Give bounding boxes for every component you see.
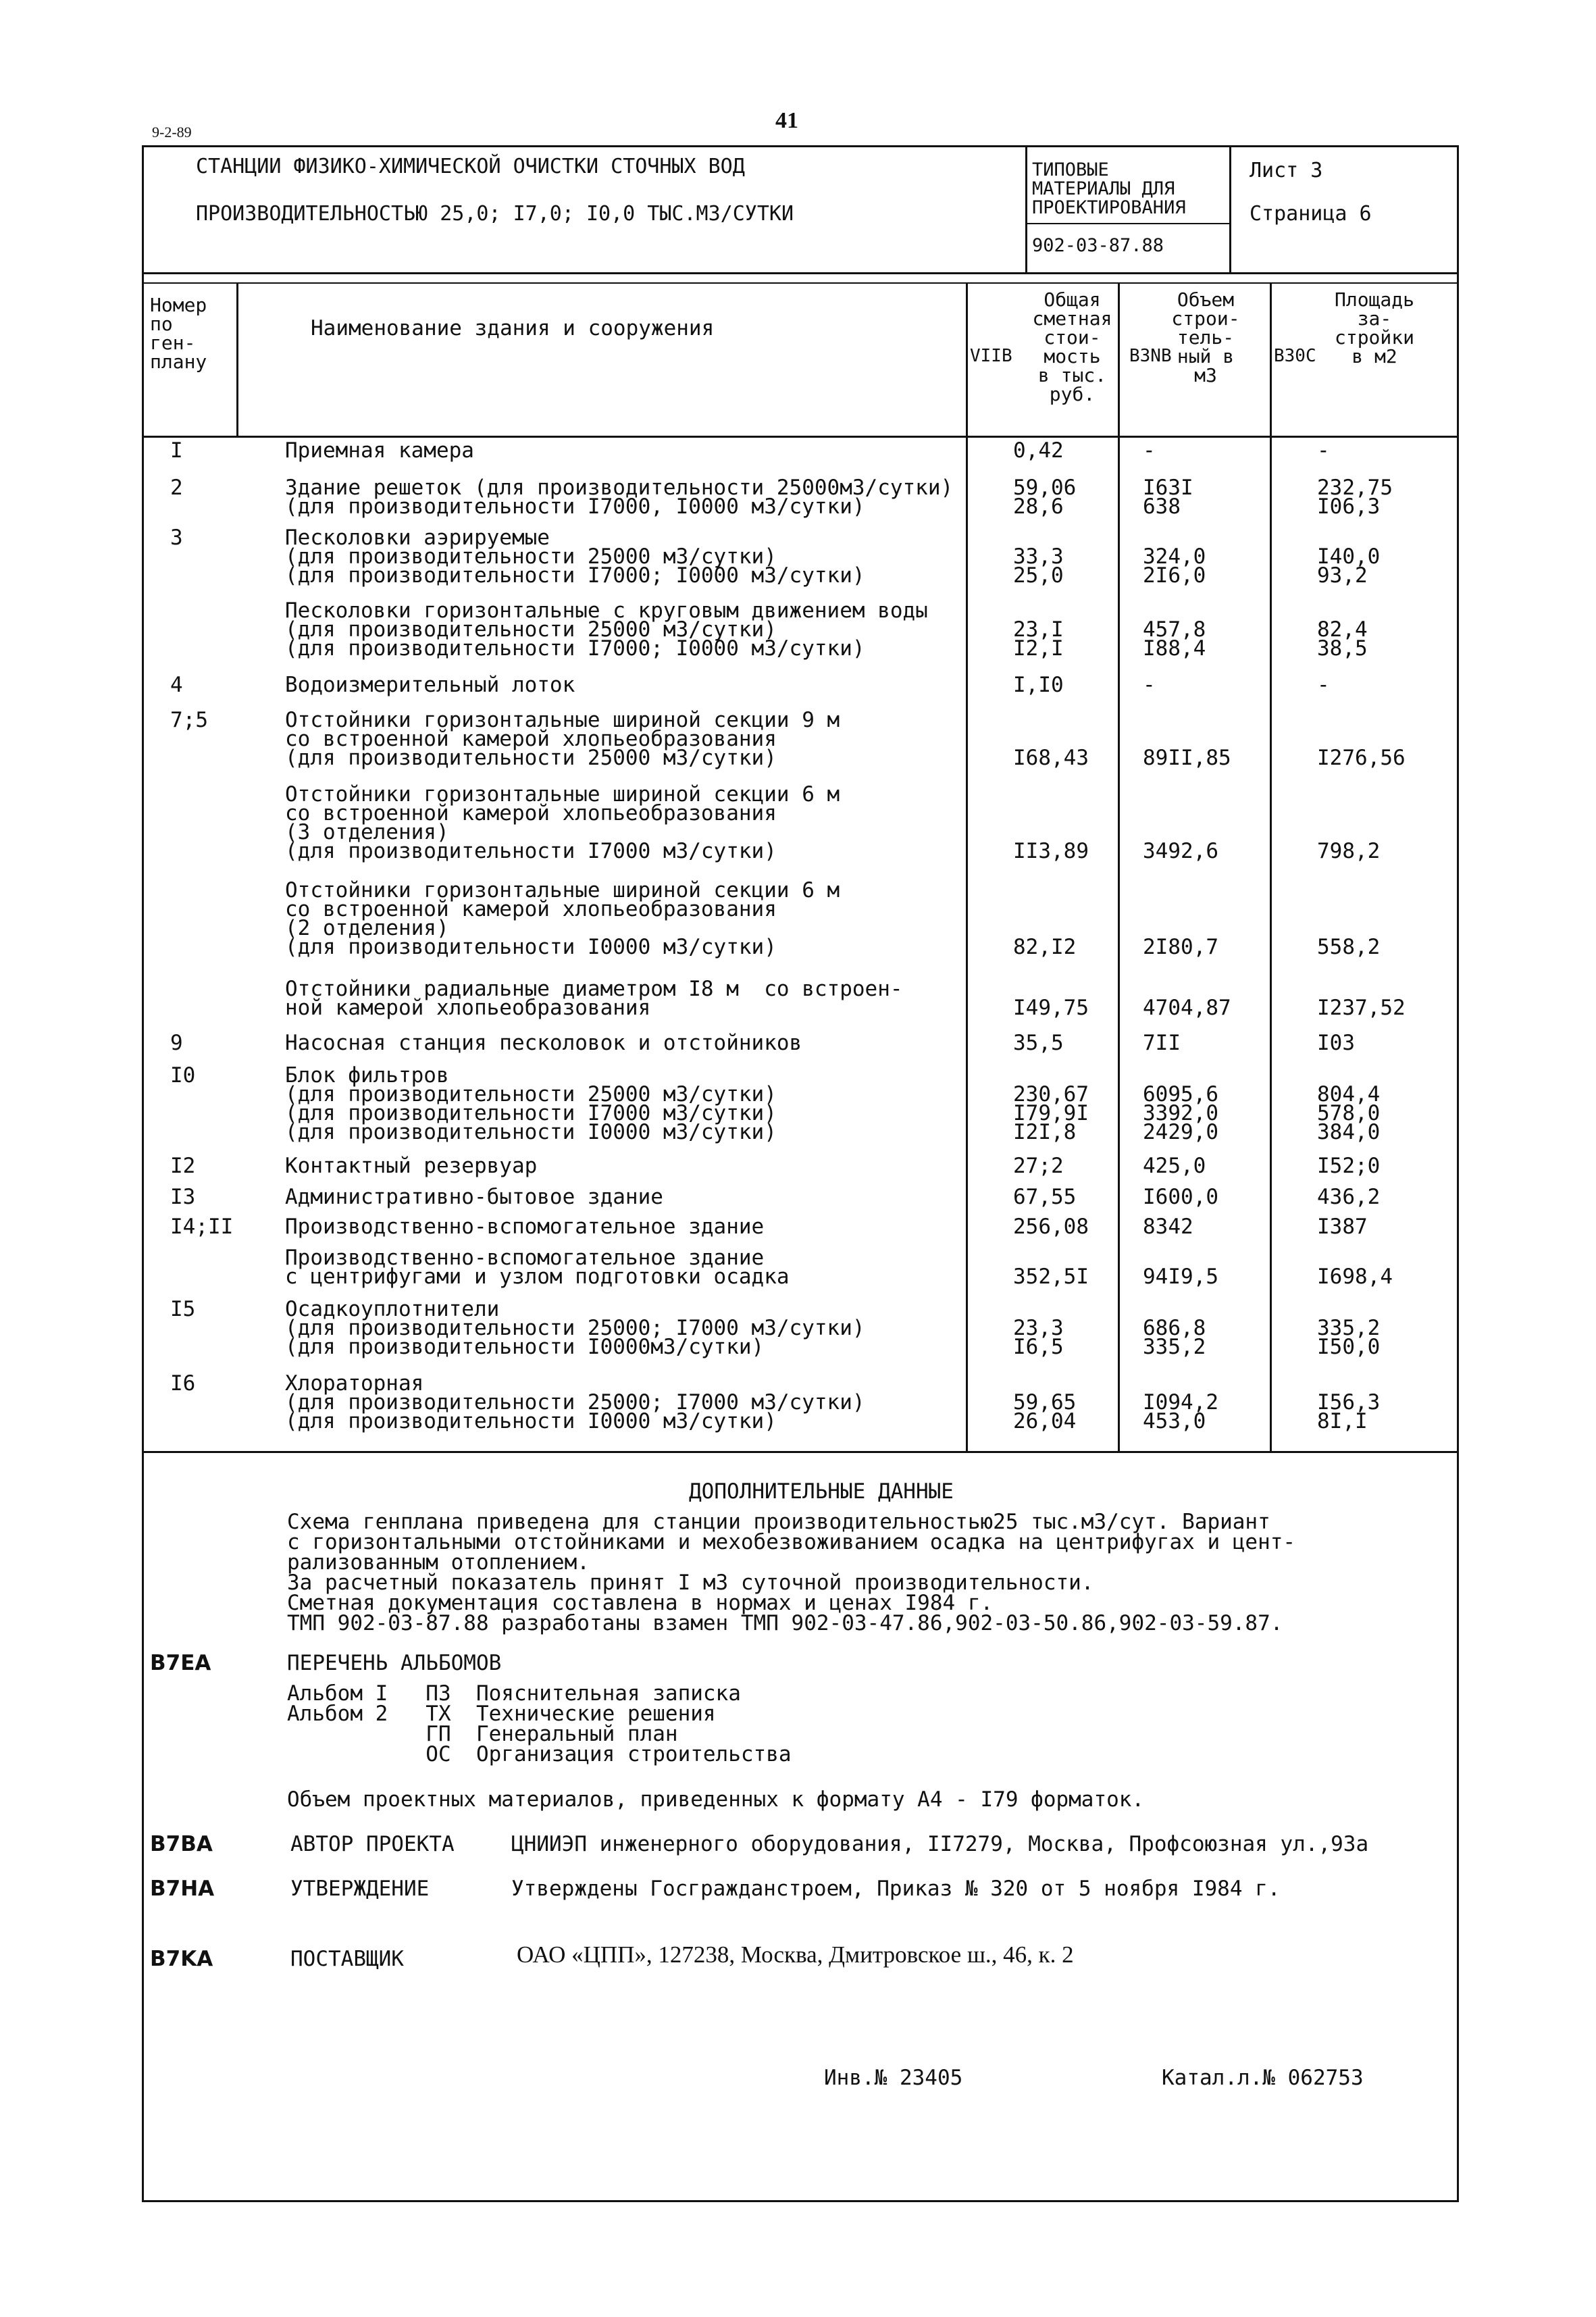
code-author: B7BA	[150, 1832, 213, 1856]
title-line-2: ПРОИЗВОДИТЕЛЬНОСТЬЮ 25,0; I7,0; I0,0 ТЫС.М3/СУТКИ	[196, 202, 794, 226]
col-line-volume	[1118, 282, 1120, 1451]
header-name: Наименование здания и сооружения	[311, 316, 715, 340]
albums-list: Альбом I ПЗ Пояснительная записка Альбом 2 ТХ Технические решения ГП Генеральный план ОС Организация строительства	[287, 1681, 792, 1766]
row-name: Осадкоуплотнители (для производительности 25000; I7000 м3/сутки) (для производительности I0000м3/сутки)	[285, 1297, 865, 1359]
sheet-number: Лист 3	[1250, 159, 1323, 182]
row-name: Отстойники горизонтальные шириной секции 6 м со встроенной камерой хлопьеобразования (3 отделения) (для производительности I7000 м3/сутки)	[285, 782, 840, 863]
code-supplier: B7KA	[150, 1947, 213, 1971]
title-bottom-line	[142, 272, 1459, 274]
row-area: I40,0 93,2	[1317, 544, 1381, 588]
row-area: 335,2 I50,0	[1317, 1316, 1381, 1359]
row-area: 436,2	[1317, 1185, 1381, 1209]
page-number: 41	[775, 108, 798, 133]
row-name: Отстойники горизонтальные шириной секции 9 м со встроенной камерой хлопьеобразования (для производительности 25000 м3/сутки)	[285, 708, 840, 770]
supplier-text: ОАО «ЦПП», 127238, Москва, Дмитровское ш., 46, к. 2	[517, 1941, 1074, 1968]
row-volume: I63I 638	[1143, 476, 1193, 519]
row-cost: 82,I2	[1013, 935, 1077, 959]
page-label: Страница 6	[1250, 202, 1372, 226]
row-area: 798,2	[1317, 839, 1381, 863]
row-name: Песколовки аэрируемые (для производительности 25000 м3/сутки) (для производительности I7000; I0000 м3/сутки)	[285, 526, 865, 588]
row-volume: I600,0	[1143, 1185, 1218, 1209]
row-cost: 230,67 I79,9I I2I,8	[1013, 1082, 1089, 1144]
row-name: Блок фильтров (для производительности 25000 м3/сутки) (для производительности I7000 м3/сутки) (для производительности I0000 м3/сутки)	[285, 1063, 777, 1144]
title-divider-1	[1025, 145, 1027, 274]
header-area: Площадь за- стройки в м2	[1334, 288, 1414, 367]
row-cost: 59,06 28,6	[1013, 476, 1077, 519]
approval-label: УТВЕРЖДЕНИЕ	[290, 1877, 430, 1901]
catalog-number: Катал.л.№ 062753	[1162, 2066, 1364, 2090]
volume-text: Объем проектных материалов, приведенных к формату А4 - I79 форматок.	[287, 1787, 1145, 1812]
row-name: Приемная камера	[285, 438, 474, 463]
row-name: Отстойники радиальные диаметром I8 м со встроен- ной камерой хлопьеобразования	[285, 977, 903, 1020]
author-text: ЦНИИЭП инженерного оборудования, II7279, Москва, Профсоюзная ул.,93а	[511, 1832, 1369, 1856]
row-number: 9	[170, 1031, 183, 1055]
row-area: 804,4 578,0 384,0	[1317, 1082, 1381, 1144]
row-name: Хлораторная (для производительности 25000; I7000 м3/сутки) (для производительности I0000 м3/сутки)	[285, 1371, 865, 1433]
row-cost: 35,5	[1013, 1031, 1064, 1055]
additional-text: Схема генплана приведена для станции производительностью25 тыс.м3/сут. Вариант с горизонтальными отстойниками и мехобезвоживанием осадка на центрифугах и цент- рализованным отоплением. За расчетный показатель принят I м3 суточной производительности. Сметная документация составлена в нормах и ценах I984 г. ТМП 902-03-87.88 разработаны взамен ТМП 902-03-47.86,902-03-50.86,902-03-59.87.	[287, 1510, 1296, 1635]
row-volume: 8342	[1143, 1215, 1193, 1239]
row-number: 7;5	[170, 708, 208, 732]
row-area: I387	[1317, 1215, 1368, 1239]
row-volume: 94I9,5	[1143, 1265, 1218, 1289]
series-line-2: МАТЕРИАЛЫ ДЛЯ	[1032, 178, 1175, 199]
header-area-code: B30C	[1274, 346, 1316, 366]
row-area: I237,52	[1317, 996, 1406, 1020]
author-label: АВТОР ПРОЕКТА	[290, 1832, 455, 1856]
row-number: 4	[170, 673, 183, 697]
row-area: -	[1317, 438, 1330, 463]
row-name: Песколовки горизонтальные с круговым движением воды (для производительности 25000 м3/сутки) (для производительности I7000; I0000 м3/сутки)	[285, 599, 928, 661]
series-line-3: ПРОЕКТИРОВАНИЯ	[1032, 197, 1186, 218]
row-volume: 89II,85	[1143, 746, 1231, 770]
row-name: Насосная станция песколовок и отстойников	[285, 1031, 802, 1055]
row-volume: 3492,6	[1143, 839, 1218, 863]
row-cost: 33,3 25,0	[1013, 544, 1064, 588]
row-cost: I68,43	[1013, 746, 1089, 770]
row-area: 232,75 I06,3	[1317, 476, 1393, 519]
row-number: I	[170, 438, 183, 463]
row-number: I4;II	[170, 1215, 234, 1239]
row-area: I276,56	[1317, 746, 1406, 770]
table-top-line	[142, 282, 1459, 284]
row-number: I2	[170, 1154, 196, 1178]
additional-heading: ДОПОЛНИТЕЛЬНЫЕ ДАННЫЕ	[689, 1479, 954, 1504]
row-cost: I,I0	[1013, 673, 1064, 697]
row-area: -	[1317, 673, 1330, 697]
document-code: 9-2-89	[152, 124, 192, 141]
code-albums: B7EA	[150, 1651, 211, 1675]
header-cost-code: VIIB	[970, 346, 1012, 366]
series-code: 902-03-87.88	[1032, 235, 1164, 256]
row-number: I3	[170, 1185, 196, 1209]
row-volume: 457,8 I88,4	[1143, 617, 1206, 661]
row-area: 558,2	[1317, 935, 1381, 959]
title-line-1: СТАНЦИИ ФИЗИКО-ХИМИЧЕСКОЙ ОЧИСТКИ СТОЧНЫХ ВОД	[196, 155, 745, 178]
row-volume: 4704,87	[1143, 996, 1231, 1020]
table-bottom-line	[142, 1451, 1459, 1453]
row-volume: I094,2 453,0	[1143, 1390, 1218, 1433]
series-line-1: ТИПОВЫЕ	[1032, 159, 1109, 180]
row-volume: 425,0	[1143, 1154, 1206, 1178]
header-volume: Объем строи- тель- ный в м3	[1171, 288, 1240, 386]
header-bottom-line	[142, 436, 1459, 438]
row-name: Здание решеток (для производительности 25000м3/сутки) (для производительности I7000, I0000 м3/сутки)	[285, 476, 954, 519]
row-area: I03	[1317, 1031, 1355, 1055]
row-volume: 686,8 335,2	[1143, 1316, 1206, 1359]
row-name: Административно-бытовое здание	[285, 1185, 663, 1209]
row-area: 82,4 38,5	[1317, 617, 1368, 661]
row-number: I0	[170, 1063, 196, 1088]
row-cost: I49,75	[1013, 996, 1089, 1020]
row-volume: -	[1143, 438, 1156, 463]
header-volume-code: ВЗNB	[1129, 346, 1172, 366]
row-area: I698,4	[1317, 1265, 1393, 1289]
series-divider	[1025, 223, 1229, 224]
header-cost: Общая сметная стои- мость в тыс. руб.	[1032, 288, 1112, 405]
approval-text: Утверждены Госгражданстроем, Приказ № 320 от 5 ноября I984 г.	[511, 1877, 1281, 1901]
row-cost: 27;2	[1013, 1154, 1064, 1178]
row-name: Контактный резервуар	[285, 1154, 538, 1178]
row-area: I52;0	[1317, 1154, 1381, 1178]
row-volume: -	[1143, 673, 1156, 697]
row-name: Производственно-вспомогательное здание	[285, 1215, 765, 1239]
row-number: I6	[170, 1371, 196, 1396]
col-line-num	[236, 282, 238, 438]
supplier-label: ПОСТАВЩИК	[290, 1947, 404, 1971]
col-line-cost	[966, 282, 968, 1451]
row-volume: 2I80,7	[1143, 935, 1218, 959]
row-number: I5	[170, 1297, 196, 1321]
row-volume: 7II	[1143, 1031, 1181, 1055]
row-area: I56,3 8I,I	[1317, 1390, 1381, 1433]
albums-label: ПЕРЕЧЕНЬ АЛЬБОМОВ	[287, 1651, 502, 1675]
row-name: Отстойники горизонтальные шириной секции 6 м со встроенной камерой хлопьеобразования (2 отделения) (для производительности I0000 м3/сутки)	[285, 878, 840, 959]
inventory-number: Инв.№ 23405	[824, 2066, 963, 2090]
row-name: Водоизмерительный лоток	[285, 673, 575, 697]
row-cost: 59,65 26,04	[1013, 1390, 1077, 1433]
header-number: Номер по ген- плану	[150, 294, 207, 373]
row-volume: 6095,6 3392,0 2429,0	[1143, 1082, 1218, 1144]
row-number: 2	[170, 476, 183, 500]
row-cost: 352,5I	[1013, 1265, 1089, 1289]
row-cost: 23,I I2,I	[1013, 617, 1064, 661]
row-cost: 23,3 I6,5	[1013, 1316, 1064, 1359]
row-cost: II3,89	[1013, 839, 1089, 863]
row-number: 3	[170, 526, 183, 550]
row-volume: 324,0 2I6,0	[1143, 544, 1206, 588]
row-cost: 256,08	[1013, 1215, 1089, 1239]
title-divider-2	[1229, 145, 1231, 274]
row-cost: 0,42	[1013, 438, 1064, 463]
row-name: Производственно-вспомогательное здание с центрифугами и узлом подготовки осадка	[285, 1246, 790, 1289]
col-line-area	[1270, 282, 1272, 1451]
code-approval: B7HA	[150, 1877, 215, 1901]
row-cost: 67,55	[1013, 1185, 1077, 1209]
